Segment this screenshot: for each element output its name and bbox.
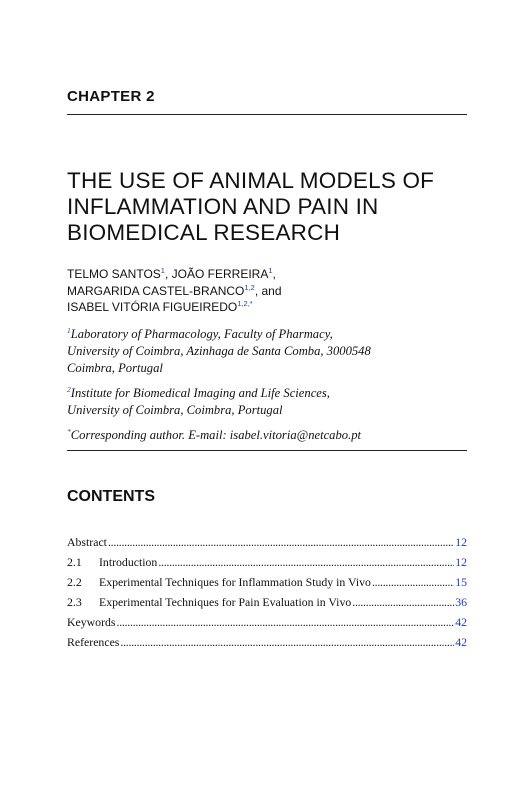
author-affiliation-marker: 1,2,* (237, 299, 253, 308)
affiliation-1 (67, 326, 371, 377)
table-of-contents (67, 532, 467, 652)
author-affiliation-marker: 1 (160, 266, 165, 275)
toc-entry-title: References (67, 635, 120, 649)
toc-entry-title: Abstract (67, 535, 107, 549)
author-separator: , (272, 267, 276, 281)
author-separator: , (164, 267, 172, 281)
author-separator: , and (254, 283, 282, 298)
toc-leader-dots (372, 572, 454, 592)
chapter-label: CHAPTER 2 (67, 88, 155, 105)
affiliation-2 (67, 385, 330, 419)
author-list (67, 266, 282, 316)
affiliation-marker: 1 (67, 326, 71, 335)
toc-page-link[interactable]: 42 (455, 615, 467, 629)
toc-leader-dots (352, 592, 454, 612)
author-name: MARGARIDA CASTEL-BRANCO (67, 283, 245, 298)
bottom-divider (67, 450, 467, 451)
author-affiliation-marker: 1 (268, 266, 273, 275)
affiliation-line: University of Coimbra, Azinhaga de Santa Comba, 3000548 (67, 344, 371, 358)
toc-leader-dots (117, 612, 455, 632)
toc-entry-title: Keywords (67, 615, 116, 629)
affiliation-line: Institute for Biomedical Imaging and Life Sciences, (70, 386, 330, 400)
title-line: BIOMEDICAL RESEARCH (67, 220, 341, 245)
toc-section-number: 2.2 (67, 575, 82, 589)
author-affiliation-marker: 1,2 (244, 282, 255, 292)
contents-heading: CONTENTS (67, 488, 155, 505)
affiliation-line: Laboratory of Pharmacology, Faculty of Pharmacy, (70, 327, 333, 341)
title-line: THE USE OF ANIMAL MODELS OF (67, 168, 435, 193)
toc-section-number: 2.3 (67, 595, 82, 609)
toc-entry-references[interactable] (67, 632, 467, 652)
toc-page-link[interactable]: 15 (455, 575, 467, 589)
affiliation-line: Coimbra, Portugal (67, 361, 163, 375)
title-line: INFLAMMATION AND PAIN IN (67, 194, 379, 219)
corresponding-author (67, 427, 361, 444)
toc-entry-inflammation[interactable] (67, 572, 467, 592)
author-name: ISABEL VITÓRIA FIGUEIREDO (67, 300, 238, 314)
toc-entry-introduction[interactable] (67, 552, 467, 572)
toc-page-link[interactable]: 12 (455, 555, 467, 569)
toc-page-link[interactable]: 12 (455, 535, 467, 549)
corresponding-author-text: Corresponding author. E-mail: isabel.vitoria@netcabo.pt (70, 428, 362, 442)
toc-page-link[interactable]: 36 (455, 595, 467, 609)
author-name: JOÃO FERREIRA (171, 267, 269, 281)
toc-entry-pain-evaluation[interactable] (67, 592, 467, 612)
affiliation-marker: 2 (67, 385, 71, 394)
toc-entry-title: Experimental Techniques for Pain Evaluation in Vivo (99, 595, 352, 609)
toc-entry-keywords[interactable] (67, 612, 467, 632)
toc-section-number: 2.1 (67, 555, 82, 569)
author-line (67, 283, 282, 300)
affiliation-line: University of Coimbra, Coimbra, Portugal (67, 403, 283, 417)
chapter-title (67, 168, 467, 246)
toc-entry-title: Introduction (99, 555, 158, 569)
toc-entry-title: Experimental Techniques for Inflammation Study in Vivo (99, 575, 371, 589)
toc-leader-dots (120, 632, 454, 652)
toc-leader-dots (108, 532, 454, 552)
author-name: TELMO SANTOS (67, 267, 161, 281)
toc-entry-abstract[interactable] (67, 532, 467, 552)
top-divider (67, 114, 467, 115)
document-page (67, 0, 467, 800)
author-line (67, 266, 282, 283)
corresponding-marker: * (67, 427, 71, 436)
toc-leader-dots (158, 552, 454, 572)
author-line (67, 299, 282, 316)
toc-page-link[interactable]: 42 (455, 635, 467, 649)
